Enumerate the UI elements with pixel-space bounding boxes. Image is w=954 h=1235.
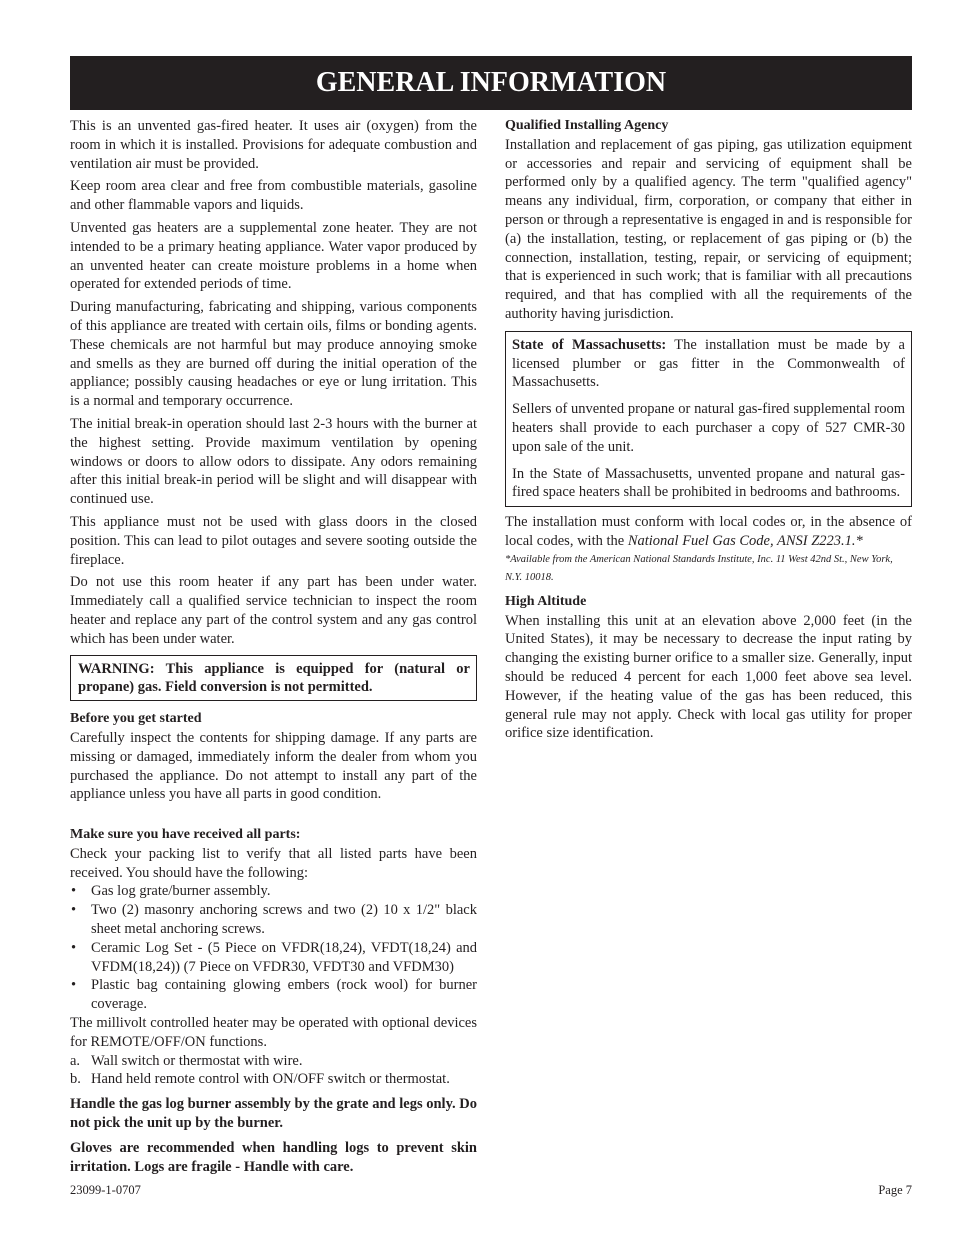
glass-doors-paragraph: This appliance must not be used with glass doors in the closed position. This can lead to pilot outages and severe sooting outside the fireplace.	[70, 513, 477, 568]
left-column	[70, 117, 477, 1180]
list-item: • Gas log grate/burner assembly.	[70, 882, 477, 901]
clearance-paragraph: Keep room area clear and free from combustible materials, gasoline and other flammable vapors and liquids.	[70, 178, 477, 214]
page-number: Page 7	[878, 1183, 912, 1197]
spacer	[70, 808, 477, 826]
list-item: • Plastic bag containing glowing embers (rock wool) for burner coverage.	[70, 976, 477, 1014]
intro-paragraph: This is an unvented gas-fired heater. It uses air (oxygen) from the room in which it is installed. Provisions for adequate combustion and ventilation air must be provided.	[70, 118, 477, 172]
before-text: Carefully inspect the contents for shipping damage. If any parts are missing or damaged, immediately inform the dealer from whom you purchased the appliance. Do not attempt to install any part of the appliance unless you have all parts in good condition.	[70, 729, 477, 803]
qualified-heading: Qualified Installing Agency	[505, 118, 669, 133]
option-label: b.	[70, 1071, 81, 1088]
water-damage-paragraph: Do not use this room heater if any part has been under water. Immediately call a qualified service technician to inspect the room heater and replace any part of the control system and any gas control which has been under water.	[70, 574, 477, 647]
parts-heading: Make sure you have received all parts:	[70, 827, 301, 843]
document-number: 23099-1-0707	[70, 1183, 141, 1197]
option-b	[70, 1070, 477, 1089]
altitude-text: When installing this unit at an elevation above 2,000 feet (in the United States), it may be necessary to decrease the input rating by changing the existing burner orifice to a smaller size. Generally, input should be reduced 4 percent for each 1,000 feet above sea level. However, if the heating value of the gas has been reduced, this general rule may not apply. Check with local gas utility for proper orifice size identification.	[505, 612, 912, 742]
altitude-heading: High Altitude	[505, 593, 587, 609]
break-in-paragraph: The initial break-in operation should last 2-3 hours with the burner at the highest setting. Provide maximum ventilation by opening windows or doors to allow odors to dissipate. Any odors remaining after this initial break-in period will be slight and will disappear with continued use.	[70, 415, 477, 508]
option-text: Hand held remote control with ON/OFF switch or thermostat.	[91, 1071, 450, 1088]
massachusetts-sellers: Sellers of unvented propane or natural gas-fired supplemental room heaters shall provide to each purchaser a copy of 527 CMR-30 upon sale of the unit.	[512, 401, 905, 455]
millivolt-text: The millivolt controlled heater may be operated with optional devices for REMOTE/OFF/ON functions.	[70, 1015, 477, 1050]
gloves-note: Gloves are recommended when handling logs to prevent skin irritation. Logs are fragile - Handle with care.	[70, 1139, 477, 1175]
handle-note: Handle the gas log burner assembly by the grate and legs only. Do not pick the unit up by the burner.	[70, 1096, 477, 1132]
parts-intro: Check your packing list to verify that all listed parts have been received. You should have the following:	[70, 845, 477, 881]
warning-box: WARNING: This appliance is equipped for (natural or propane) gas. Field conversion is not permitted.	[70, 655, 477, 702]
option-a	[70, 1052, 477, 1071]
before-heading: Before you get started	[70, 711, 202, 727]
codes-reference: National Fuel Gas Code, ANSI Z223.1.*	[627, 532, 863, 549]
massachusetts-label: State of Massachusetts:	[512, 336, 667, 353]
codes-footnote: *Available from the American National Standards Institute, Inc. 11 West 42nd St., New York, N.Y. 10018.	[505, 553, 893, 583]
qualified-text: Installation and replacement of gas piping, gas utilization equipment or accessories and repair and servicing of equipment shall be performed only by a qualified agency. The term "qualified agency" means any individual, firm, corporation, or company that either in person or through a representative is engaged in and is responsible for (a) the installation, testing, or replacement of gas piping or (b) the connection, installation, testing, repair, or servicing of equipment; that is experienced in such work; that is familiar with all precautions required, and that has complied with all the requirements of the authority having jurisdiction.	[505, 136, 912, 322]
page-title: GENERAL INFORMATION	[70, 56, 912, 110]
right-column	[505, 117, 912, 747]
manufacturing-paragraph: During manufacturing, fabricating and shipping, various components of this appliance are treated with certain oils, films or bonding agents. These chemicals are not harmful but may produce annoying smoke and smells as they are burned off during the initial operation of the appliance; possibly causing headaches or eye or lung irritation. This is a normal and temporary occurrence.	[70, 299, 477, 410]
massachusetts-prohibition: In the State of Massachusetts, unvented propane and natural gas-fired space heaters shall be prohibited in bedrooms and bathrooms.	[512, 465, 905, 501]
supplemental-paragraph: Unvented gas heaters are a supplemental zone heater. They are not intended to be a primary heating appliance. Water vapor produced by an unvented heater can create moisture problems in a home when operated for extended periods of time.	[70, 219, 477, 293]
massachusetts-box	[505, 331, 912, 507]
option-text: Wall switch or thermostat with wire.	[91, 1052, 303, 1069]
massachusetts-text: The installation must be made by a licensed plumber or gas fitter in the Commonwealth of Massachusetts.	[512, 336, 905, 391]
list-item: • Ceramic Log Set - (5 Piece on VFDR(18,24), VFDT(18,24) and VFDM(18,24)) (7 Piece on VFDR30, VFDT30 and VFDM30)	[70, 939, 477, 977]
list-item: • Two (2) masonry anchoring screws and two (2) 10 x 1/2" black sheet metal anchoring screws.	[70, 901, 477, 939]
codes-text: The installation must conform with local codes or, in the absence of local codes, with the	[505, 514, 912, 549]
parts-list	[70, 882, 477, 1014]
codes-paragraph	[505, 513, 912, 551]
option-label: a.	[70, 1052, 81, 1069]
